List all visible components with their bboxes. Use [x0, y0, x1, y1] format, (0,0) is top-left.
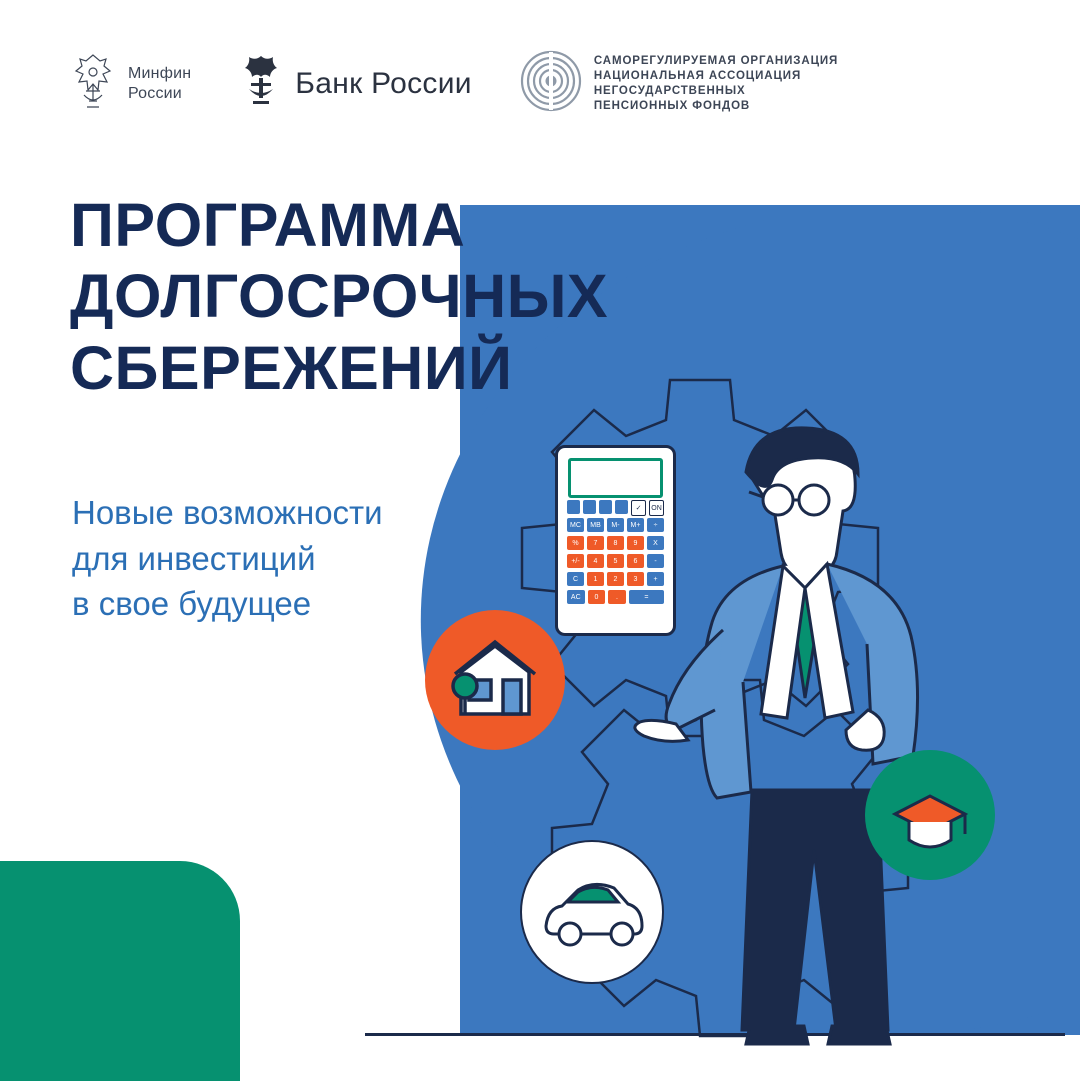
calculator-row-5: [567, 572, 664, 586]
calculator-key[interactable]: ON: [649, 500, 664, 516]
calculator-key[interactable]: ✓: [631, 500, 646, 516]
logo-napf-text: САМОРЕГУЛИРУЕМАЯ ОРГАНИЗАЦИЯ НАЦИОНАЛЬНАЯ АССОЦИАЦИЯ НЕГОСУДАРСТВЕННЫХ ПЕНСИОННЫХ ФОНДОВ: [593, 54, 839, 112]
badge-house: [425, 610, 565, 750]
subhead-line-2: для инвестиций: [72, 539, 316, 577]
car-icon: [522, 842, 662, 982]
headline-line-3: СБЕРЕЖЕНИЙ: [70, 333, 513, 402]
logo-bank-rossii-text: Банк России: [295, 66, 472, 100]
calculator-key[interactable]: M-: [607, 518, 624, 532]
calculator-key[interactable]: [615, 500, 628, 514]
logo-minfin: [70, 51, 191, 116]
headline-line-1: ПРОГРАММА: [70, 191, 466, 259]
illustration: [370, 350, 1070, 1050]
calculator-key[interactable]: C: [567, 572, 584, 586]
calculator-key[interactable]: +/-: [567, 554, 584, 568]
calculator-key[interactable]: 2: [607, 572, 624, 586]
calculator: [555, 445, 676, 636]
calculator-row-4: [567, 554, 664, 568]
calculator-key[interactable]: MB: [587, 518, 604, 532]
calculator-display: [568, 458, 663, 498]
logo-row: [70, 50, 838, 117]
badge-graduation: [865, 750, 995, 880]
house-icon: [425, 610, 565, 750]
logo-minfin-text: Минфин России: [128, 64, 192, 102]
calculator-key[interactable]: [599, 500, 612, 514]
calculator-key[interactable]: 3: [627, 572, 644, 586]
calculator-key[interactable]: [583, 500, 596, 514]
subhead-line-1: Новые возможности: [72, 494, 383, 531]
background-green-corner: [0, 861, 240, 1081]
calculator-key[interactable]: 7: [587, 536, 604, 550]
double-headed-eagle-emblem-icon: [70, 51, 116, 116]
calculator-key[interactable]: 1: [587, 572, 604, 586]
headline-line-2: ДОЛГОСРОЧНЫХ: [70, 262, 609, 331]
graduation-cap-icon: [865, 750, 995, 880]
spiral-logo-icon: [520, 50, 582, 117]
calculator-key[interactable]: 5: [607, 554, 624, 568]
calculator-key[interactable]: [567, 500, 580, 514]
badge-car: [520, 840, 664, 984]
logo-bank-rossii: [239, 53, 472, 114]
calculator-key[interactable]: MC: [567, 518, 584, 532]
calculator-row-3: [567, 536, 664, 550]
calculator-key[interactable]: ÷: [647, 518, 664, 532]
calculator-key[interactable]: +: [647, 572, 664, 586]
calculator-key[interactable]: %: [567, 536, 584, 550]
calculator-key[interactable]: 9: [627, 536, 644, 550]
calculator-key[interactable]: -: [647, 554, 664, 568]
calculator-key[interactable]: 0: [588, 590, 606, 604]
logo-napf: [520, 50, 838, 117]
calculator-row-6: [567, 590, 664, 604]
calculator-row-2: [567, 518, 664, 532]
calculator-key[interactable]: 6: [627, 554, 644, 568]
calculator-key[interactable]: AC: [567, 590, 585, 604]
calculator-key[interactable]: X: [647, 536, 664, 550]
calculator-key[interactable]: 8: [607, 536, 624, 550]
subhead-line-3: в свое будущее: [72, 585, 312, 623]
calculator-row-1: [567, 500, 664, 516]
calculator-key[interactable]: M+: [627, 518, 644, 532]
double-headed-eagle-emblem-icon: [239, 53, 283, 114]
calculator-key[interactable]: =: [629, 590, 664, 604]
calculator-key[interactable]: .: [608, 590, 626, 604]
calculator-key[interactable]: 4: [587, 554, 604, 568]
